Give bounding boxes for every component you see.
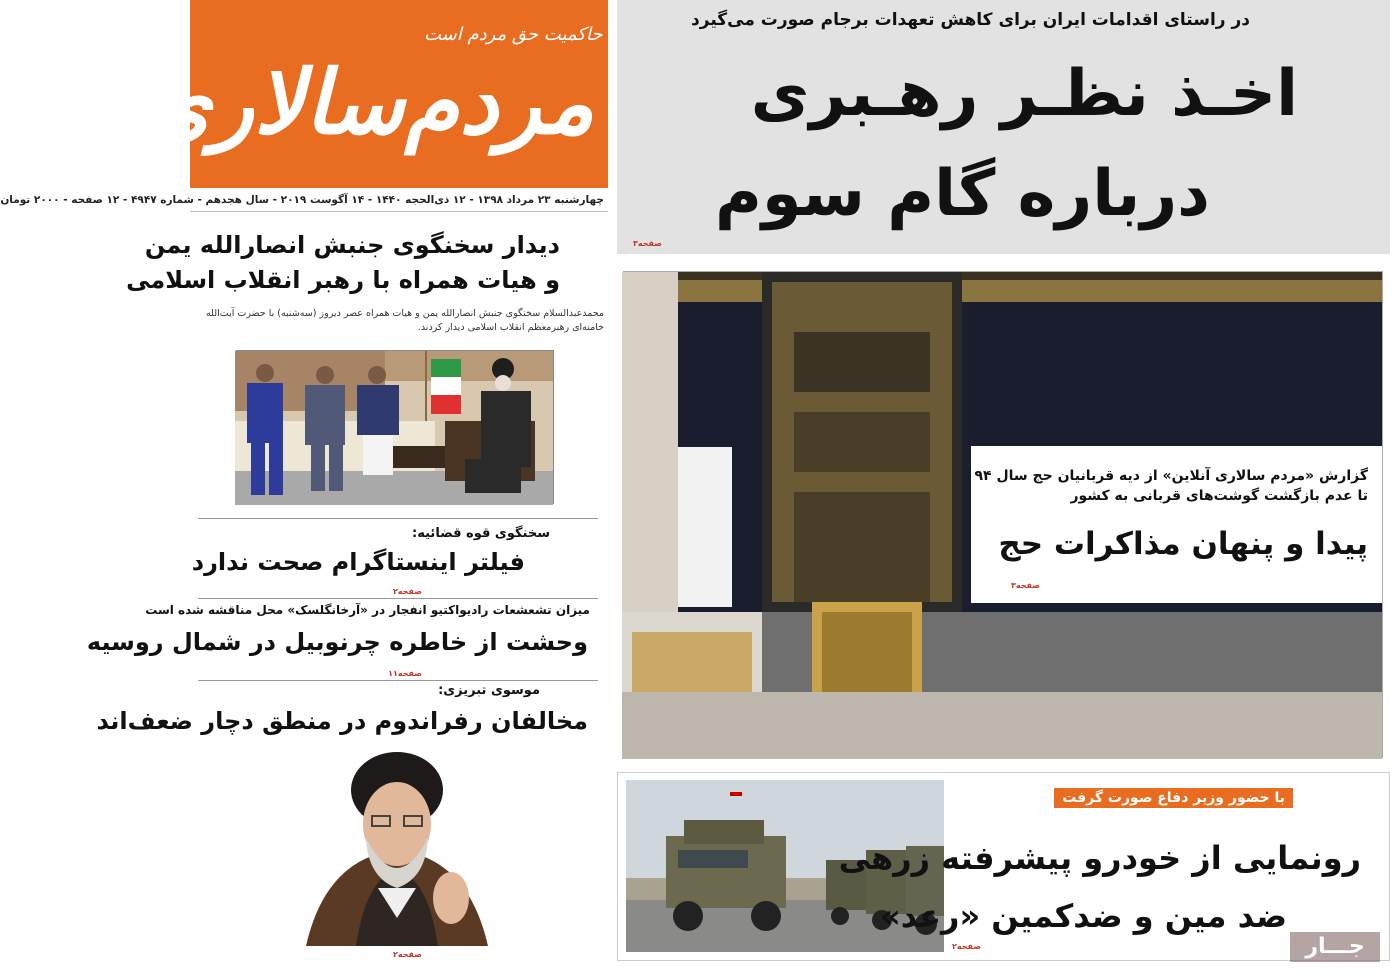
referendum-title[interactable]: مخالفان رفراندوم در منطق دچار ضعف‌اند: [96, 707, 588, 735]
masthead: [142, 0, 608, 188]
meeting-photo: [236, 350, 554, 504]
lead-page-ref: صفحه۳: [633, 239, 662, 248]
raad-title-line1[interactable]: رونمایی از خودرو پیشرفته زرهی: [838, 839, 1361, 877]
newspaper-logo[interactable]: مردم‌سالاری: [142, 50, 594, 154]
raad-story[interactable]: [617, 772, 1390, 961]
instagram-kicker: سخنگوی قوه قضائیه:: [412, 526, 550, 541]
masthead-slogan: حاکمیت حق مردم است: [424, 24, 603, 45]
cleric-photo: [286, 738, 508, 946]
ansarallah-title-line1[interactable]: دیدار سخنگوی جنبش انصارالله یمن: [144, 231, 560, 259]
column-divider: [198, 598, 598, 599]
instagram-page-ref: صفحه۲: [393, 587, 422, 596]
ansarallah-body: محمدعبدالسلام سخنگوی جنبش انصارالله یمن و هیات همراه عصر دیروز (سه‌شنبه) با حضرت آیت‌الله خامنه‌ای رهبرمعظم انقلاب اسلامی دیدار کردند.: [205, 308, 604, 333]
hajj-kicker-line2: تا عدم بازگشت گوشت‌های قربانی به کشور: [1070, 488, 1368, 504]
raad-page-ref: صفحه۲: [952, 942, 981, 951]
instagram-title[interactable]: فیلتر اینستاگرام صحت ندارد: [191, 548, 525, 576]
dateline: چهارشنبه ۲۳ مرداد ۱۳۹۸ - ۱۲ ذی‌الحجه ۱۴۴۰ - ۱۴ آگوست ۲۰۱۹ - سال هجدهم - شماره ۴۹۴۷ - ۱۲ صفحه - ۲۰۰۰ تومان: [190, 188, 608, 212]
hajj-headline-panel[interactable]: [971, 446, 1382, 603]
chernobyl-page-ref: صفحه۱۱: [388, 669, 422, 678]
hajj-story[interactable]: [623, 271, 1383, 758]
column-divider: [198, 518, 598, 519]
lead-story[interactable]: [617, 0, 1390, 254]
column-divider: [198, 680, 598, 681]
referendum-kicker: موسوی تبریزی:: [438, 683, 540, 698]
referendum-page-ref: صفحه۲: [393, 950, 422, 959]
lead-title-line2[interactable]: درباره گام سوم: [714, 157, 1210, 231]
chernobyl-title[interactable]: وحشت از خاطره چرنوبیل در شمال روسیه: [86, 628, 588, 656]
hajj-kicker-line1: گزارش «مردم سالاری آنلاین» از دیه قربانیان حج سال ۹۴: [974, 468, 1368, 484]
lead-kicker: در راستای اقدامات ایران برای کاهش تعهدات برجام صورت می‌گیرد: [691, 10, 1250, 30]
raad-title-line2[interactable]: ضد مین و ضدکمین «رعد»: [880, 897, 1287, 935]
chernobyl-kicker: میزان تشعشعات رادیواکتیو انفجار در «آرخانگلسک» محل مناقشه شده است: [145, 603, 590, 617]
hajj-page-ref: صفحه۳: [1011, 581, 1040, 590]
ansarallah-title-line2[interactable]: و هیات همراه با رهبر انقلاب اسلامی: [126, 266, 560, 294]
hajj-title[interactable]: پیدا و پنهان مذاکرات حج: [998, 526, 1368, 562]
lead-title-line1[interactable]: اخـذ نظـر رهـبری: [750, 57, 1298, 131]
source-watermark: جـــار: [1290, 932, 1380, 962]
raad-badge: با حضور وزیر دفاع صورت گرفت: [1054, 788, 1293, 808]
